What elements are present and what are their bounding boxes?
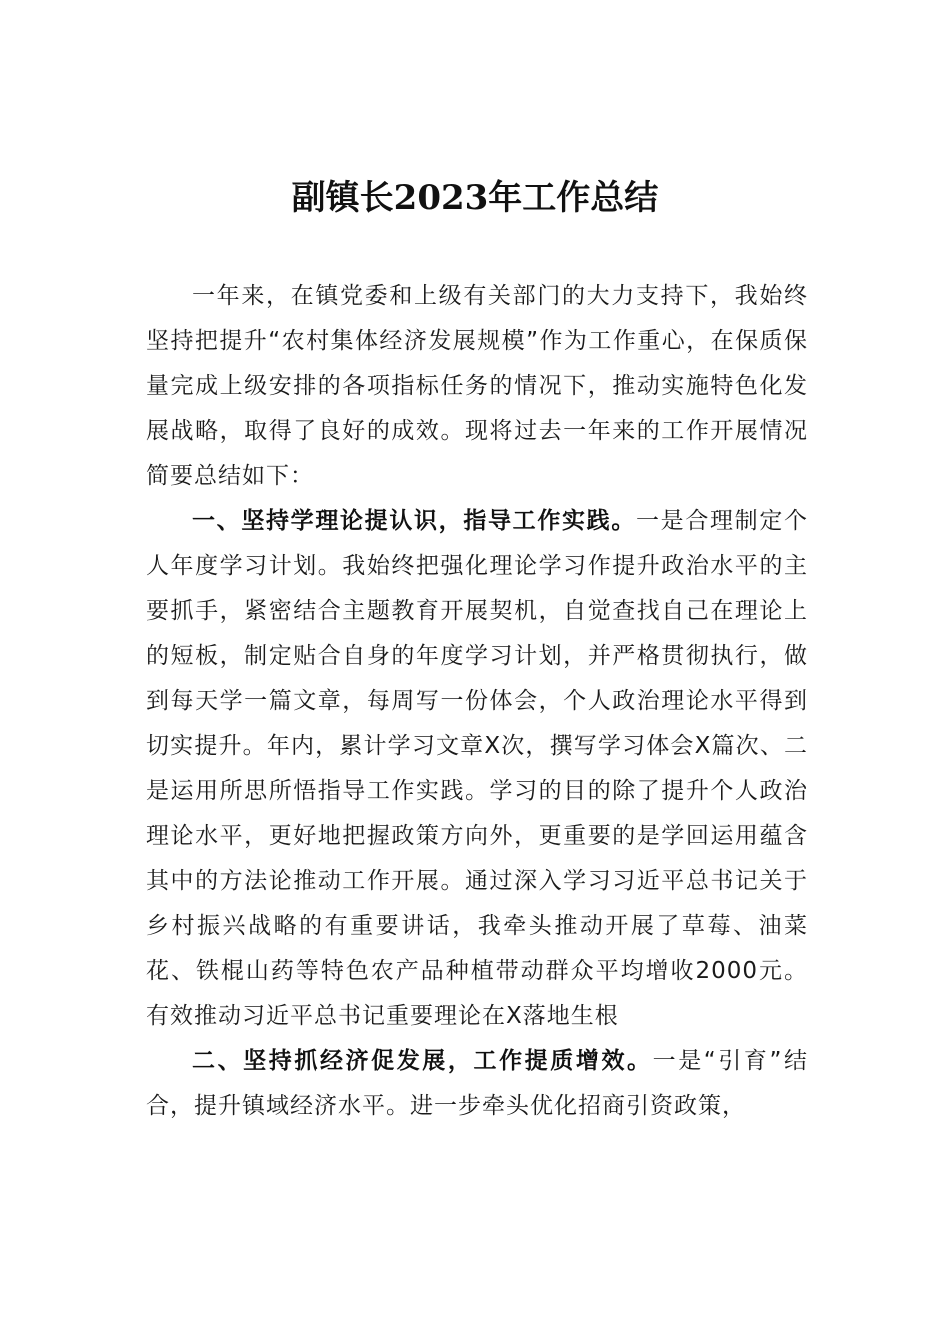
paragraph-intro-text: 一年来，在镇党委和上级有关部门的大力支持下，我始终坚持把提升“农村集体经济发展规模”作为工作重心，在保质保量完成上级安排的各项指标任务的情况下，推动实施特色化发展战略，取得了良好的成效。现将过去一年来的工作开展情况简要总结如下： (146, 283, 808, 489)
paragraph-section-1 (146, 499, 808, 1039)
paragraph-intro (146, 274, 808, 499)
document-body (146, 274, 808, 1129)
section-2-text: 一是“引育”结合，提升镇域经济水平。进一步牵头优化招商引资政策， (146, 1048, 808, 1119)
paragraph-section-2 (146, 1039, 808, 1129)
section-1-text: 一是合理制定个人年度学习计划。我始终把强化理论学习作提升政治水平的主要抓手，紧密结合主题教育开展契机，自觉查找自己在理论上的短板，制定贴合自身的年度学习计划，并严格贯彻执行，做到每天学一篇文章，每周写一份体会，个人政治理论水平得到切实提升。年内，累计学习文章X次，撰写学习体会X篇次、二是运用所思所悟指导工作实践。学习的目的除了提升个人政治理论水平，更好地把握政策方向外，更重要的是学回运用蕴含其中的方法论推动工作开展。通过深入学习习近平总书记关于乡村振兴战略的有重要讲话，我牵头推动开展了草莓、油菜花、铁棍山药等特色农产品种植带动群众平均增收2000元。有效推动习近平总书记重要理论在X落地生根 (146, 508, 809, 1029)
section-1-heading: 一、坚持学理论提认识，指导工作实践。 (192, 508, 636, 534)
document-title: 副镇长2023年工作总结 (291, 178, 659, 218)
section-2-heading: 二、坚持抓经济促发展，工作提质增效。 (192, 1048, 653, 1074)
